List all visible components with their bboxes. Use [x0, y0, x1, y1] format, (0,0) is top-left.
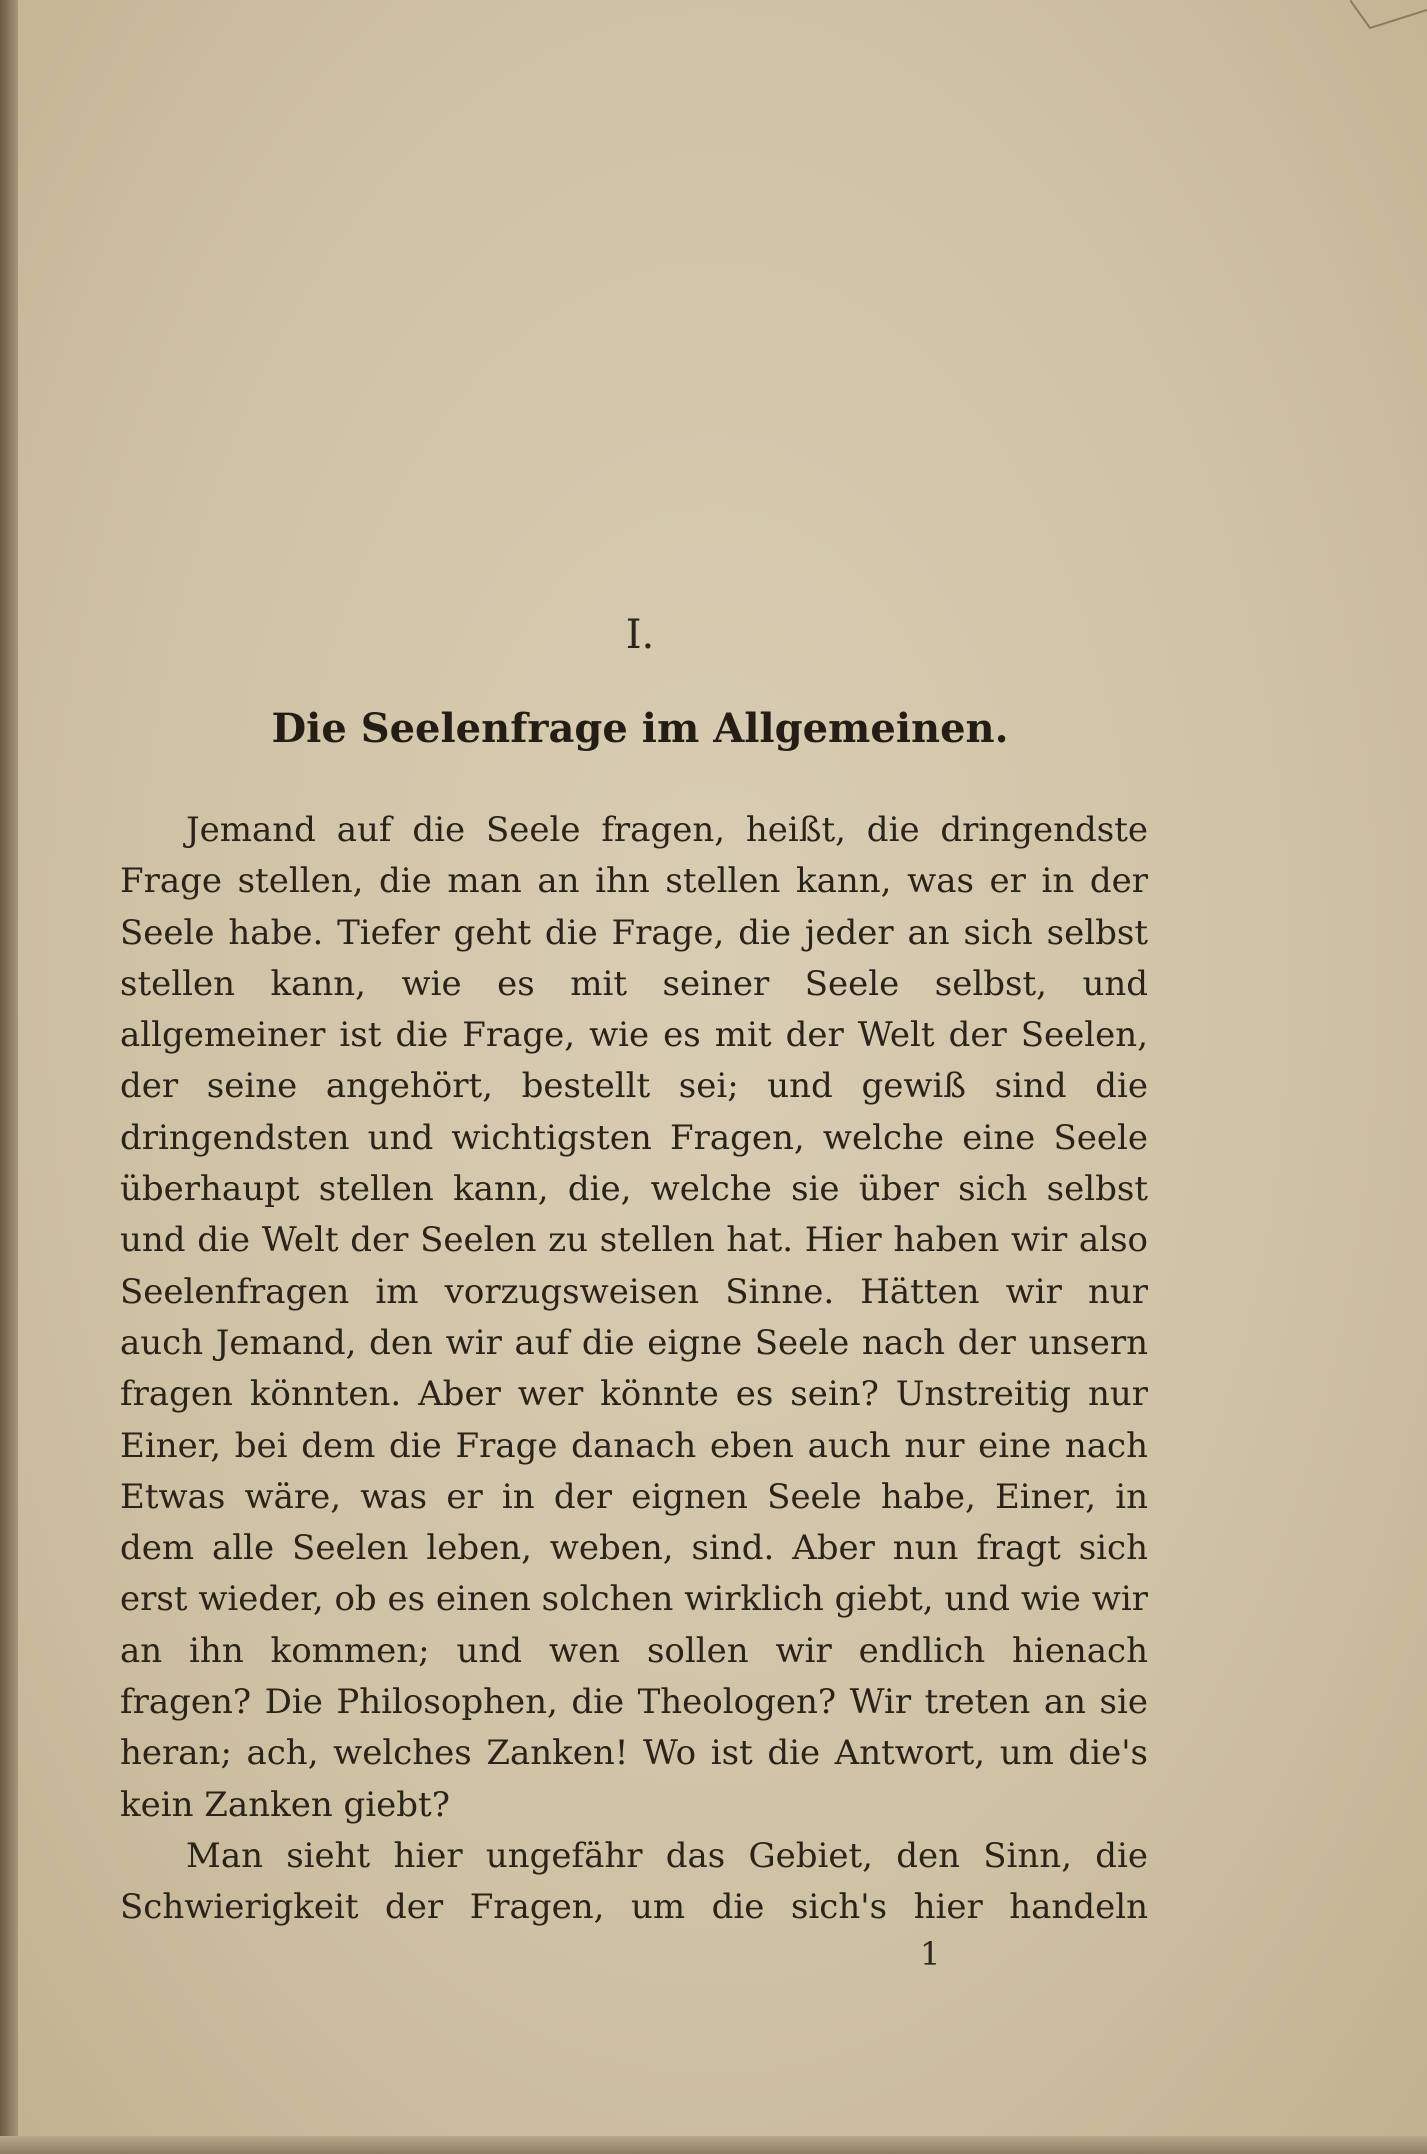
paragraph-2: Man sieht hier ungefähr das Gebiet, den Sinn, die Schwierigkeit der Fragen, um die sich's hier handeln: [120, 1835, 1148, 1928]
corner-fold-mark: [1350, 0, 1427, 40]
page-bottom-edge: [0, 2136, 1427, 2154]
body-text: [120, 805, 1148, 1934]
page-binding-edge: [0, 0, 18, 2154]
chapter-number: I.: [625, 612, 655, 658]
chapter-title: Die Seelenfrage im Allgemeinen.: [271, 705, 1009, 752]
paragraph-1: Jemand auf die Seele fragen, heißt, die dringendste Frage stellen, die man an ihn stellen kann, was er in der Seele habe. Tiefer geht die Frage, die jeder an sich selbst stellen kann, wie es mit seiner Seele selbst, und allgemeiner ist die Frage, wie es mit der Welt der Seelen, der seine angehört, bestellt sei; und gewiß sind die dringendsten und wichtigsten Fragen, welche eine Seele überhaupt stellen kann, die, welche sie über sich selbst und die Welt der Seelen zu stellen hat. Hier haben wir also Seelenfragen im vorzugsweisen Sinne. Hätten wir nur auch Jemand, den wir auf die eigne Seele nach der unsern fragen könnten. Aber wer könnte es sein? Unstreitig nur Einer, bei dem die Frage danach eben auch nur eine nach Etwas wäre, was er in der eignen Seele habe, Einer, in dem alle Seelen leben, weben, sind. Aber nun fragt sich erst wieder, ob es einen solchen wirklich giebt, und wie wir an ihn kommen; und wen sollen wir endlich hienach fragen? Die Philosophen, die Theologen? Wir treten an sie heran; ach, welches Zanken! Wo ist die Antwort, um die's kein Zanken giebt?: [120, 810, 1148, 1825]
page-number: 1: [920, 1935, 941, 1973]
